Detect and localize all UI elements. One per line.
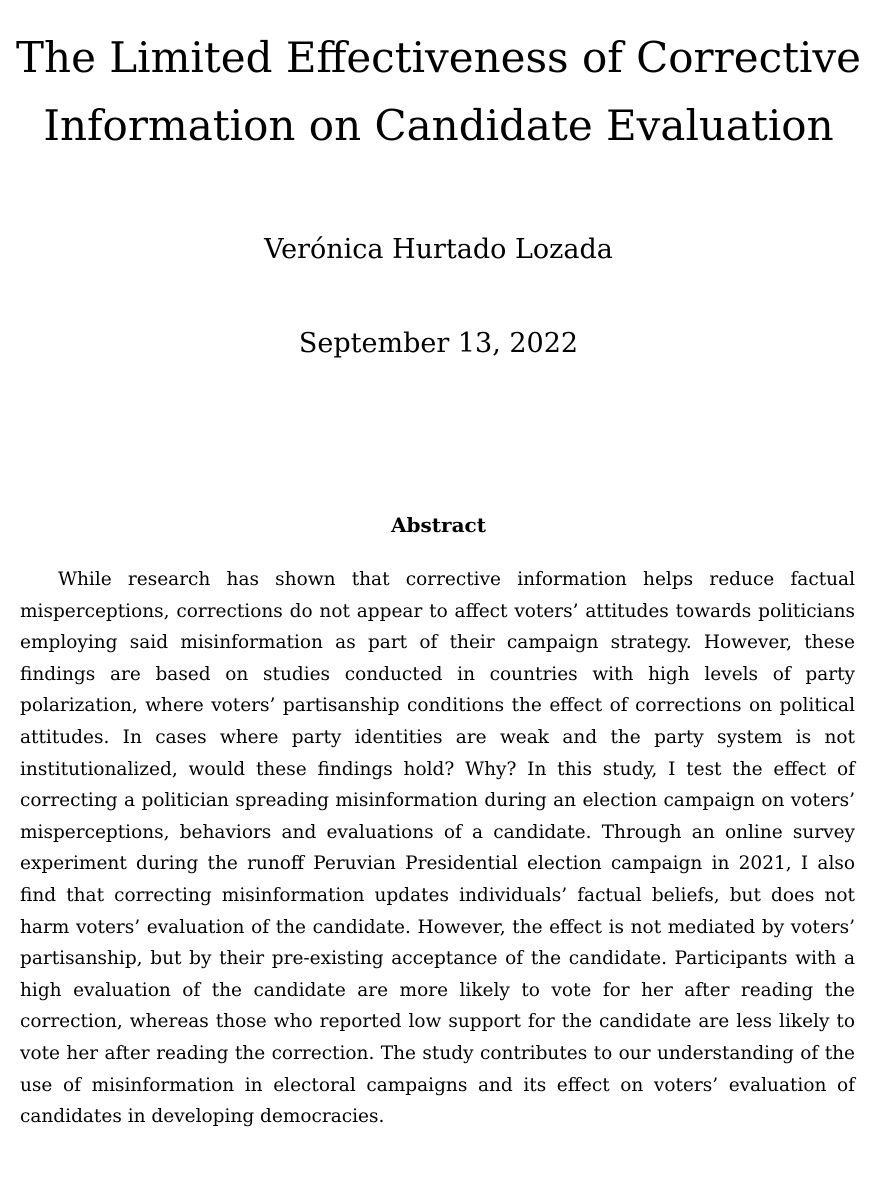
abstract-body: While research has shown that corrective information helps reduce factual misperceptions, corrections do not appear to affect voters’ attitudes towards politicians employing said misinformation as part of their campaign strategy. However, these findings are based on studies conducted in countries with high levels of party polarization, where voters’ partisanship conditions the effect of corrections on political attitudes. In cases where party identities are weak and the party system is not institutionalized, would these findings hold? Why? In this study, I test the effect of correcting a politician spreading misinformation during an election campaign on voters’ misperceptions, behaviors and evaluations of a candidate. Through an online survey experiment during the runoff Peruvian Presidential election campaign in 2021, I also find that correcting misinformation updates individuals’ factual beliefs, but does not harm voters’ evaluation of the candidate. However, the effect is not mediated by voters’ partisanship, but by their pre-existing acceptance of the candidate. Participants with a high evaluation of the candidate are more likely to vote for her after reading the correction, whereas those who reported low support for the candidate are less likely to vote her after reading the correction. The study contributes to our understanding of the use of misinformation in electoral campaigns and its effect on voters’ evaluation of candidates in developing democracies.: [20, 569, 855, 1128]
paper-title-line-1: The Limited Effectiveness of Corrective: [16, 33, 861, 82]
paper-title: [0, 24, 877, 160]
paper-title-line-2: Information on Candidate Evaluation: [43, 101, 834, 150]
publication-date: September 13, 2022: [298, 328, 579, 359]
author-name: Verónica Hurtado Lozada: [264, 234, 613, 265]
abstract-heading: Abstract: [391, 513, 486, 537]
